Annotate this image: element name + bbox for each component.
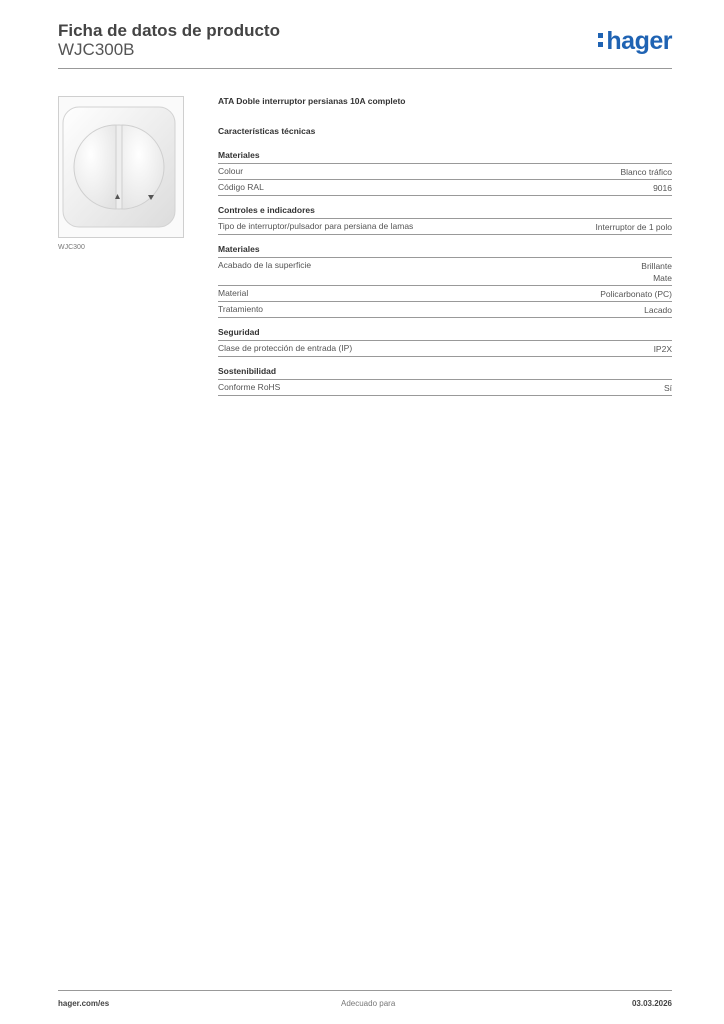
group-title: Controles e indicadores <box>218 205 672 219</box>
characteristics-groups <box>218 150 672 396</box>
characteristic-row <box>218 180 672 196</box>
product-name: ATA Doble interruptor persianas 10A completo <box>218 96 406 106</box>
hager-logo <box>598 27 672 56</box>
characteristic-row <box>218 258 672 286</box>
footer-suitable-for: Adecuado para <box>341 999 396 1008</box>
characteristics-group <box>218 366 672 396</box>
characteristic-value-line: IP2X <box>653 343 672 354</box>
characteristic-row <box>218 380 672 396</box>
characteristic-label: Clase de protección de entrada (IP) <box>218 342 353 353</box>
characteristic-row <box>218 302 672 318</box>
characteristic-value-line: Interruptor de 1 polo <box>595 221 672 232</box>
footer-website[interactable]: hager.com/es <box>58 999 110 1008</box>
header-divider <box>58 68 672 69</box>
characteristic-label: Código RAL <box>218 181 264 192</box>
characteristic-value-line: Blanco tráfico <box>620 166 672 177</box>
group-title: Sostenibilidad <box>218 366 672 380</box>
characteristic-value <box>644 304 672 316</box>
characteristic-value <box>621 166 673 178</box>
characteristic-value <box>595 221 672 233</box>
document-title: Ficha de datos de producto <box>58 21 280 40</box>
characteristic-value <box>664 382 672 394</box>
characteristic-label: Tratamiento <box>218 303 264 314</box>
characteristic-value-line: Mate <box>653 272 672 283</box>
characteristic-value-line: Sí <box>663 382 672 393</box>
characteristic-row <box>218 286 672 302</box>
page-header <box>58 21 672 69</box>
characteristic-label: Tipo de interruptor/pulsador para persiana de lamas <box>218 220 414 231</box>
characteristics-group <box>218 327 672 357</box>
image-caption: WJC300 <box>58 244 85 251</box>
footer-divider <box>58 990 672 991</box>
characteristics-group <box>218 244 672 318</box>
product-reference: WJC300B <box>58 40 135 59</box>
logo-text: hager <box>606 27 672 55</box>
blind-switch-illustration <box>59 97 183 237</box>
group-title: Seguridad <box>218 327 672 341</box>
group-title: Materiales <box>218 244 672 258</box>
characteristic-value <box>654 343 672 355</box>
characteristic-value-line: 9016 <box>653 182 672 193</box>
characteristic-value <box>641 260 672 284</box>
characteristic-value-line: Lacado <box>644 304 672 315</box>
characteristic-row <box>218 219 672 235</box>
characteristic-value <box>600 288 672 300</box>
characteristic-row <box>218 341 672 357</box>
characteristic-label: Conforme RoHS <box>218 381 281 392</box>
characteristic-value-line: Policarbonato (PC) <box>600 288 672 299</box>
logo-dots-icon <box>598 31 604 49</box>
characteristics-group <box>218 150 672 196</box>
characteristics-group <box>218 205 672 235</box>
characteristic-label: Material <box>218 287 249 298</box>
group-title: Materiales <box>218 150 672 164</box>
characteristic-label: Colour <box>218 165 244 176</box>
product-details <box>218 96 672 405</box>
characteristic-value <box>653 182 672 194</box>
product-image <box>58 96 184 238</box>
technical-characteristics-title: Características técnicas <box>218 126 316 136</box>
characteristic-row <box>218 164 672 180</box>
characteristic-value-line: Brillante <box>641 260 672 271</box>
footer-date: 03.03.2026 <box>631 999 672 1008</box>
characteristic-label: Acabado de la superficie <box>218 259 312 270</box>
